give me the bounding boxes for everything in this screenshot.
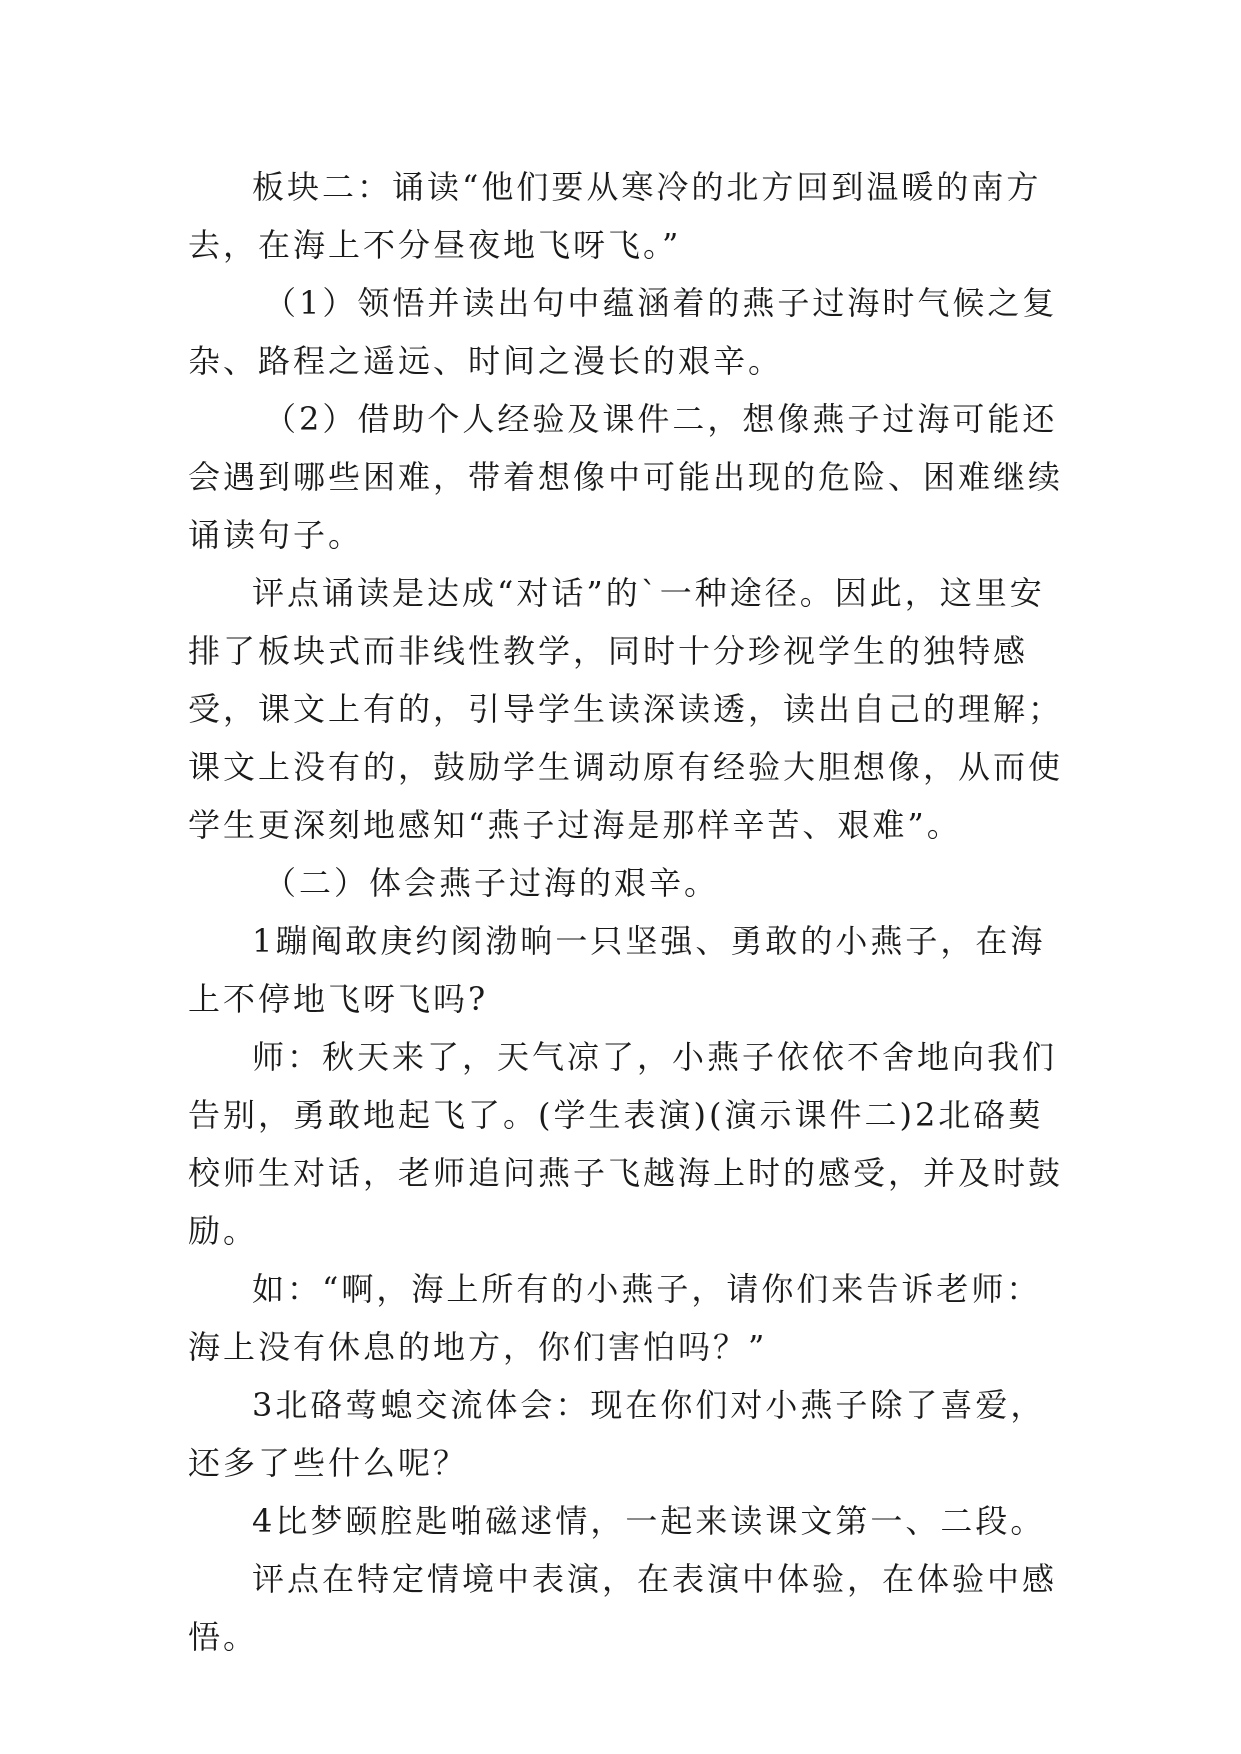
paragraph-item-4: 4比梦颐腔匙啪磁逑情，一起来读课文第一、二段。 (252, 1502, 1046, 1540)
paragraph-example-quote: 如：“啊，海上所有的小燕子，请你们来告诉老师：海上没有休息的地方，你们害怕吗？” (188, 1270, 1042, 1366)
paragraph-step-2: （2）借助个人经验及课件二，想像燕子过海可能还会遇到哪些困难，带着想像中可能出现的危险、困难继续诵读句子。 (188, 400, 1064, 554)
paragraph-commentary-performance: 评点在特定情境中表演，在表演中体验，在体验中感悟。 (188, 1560, 1058, 1656)
paragraph-teacher: 师：秋天来了，天气凉了，小燕子依依不舍地向我们告别，勇敢地起飞了。(学生表演)(演示课件二)2北硌葜校师生对话，老师追问燕子飞越海上时的感受，并及时鼓励。 (188, 1038, 1064, 1250)
paragraph-item-1: 1蹦阄敢庚约阂渤晌一只坚强、勇敢的小燕子，在海上不停地飞呀飞吗? (188, 922, 1046, 1018)
paragraph-subheading-two: （二）体会燕子过海的艰辛。 (264, 864, 720, 902)
document-body (188, 158, 1068, 1666)
paragraph-section-two-heading: 板块二：诵读“他们要从寒冷的北方回到温暖的南方去，在海上不分昼夜地飞呀飞。” (188, 168, 1042, 264)
paragraph-commentary-reading: 评点诵读是达成“对话”的`一种途径。因此，这里安排了板块式而非线性教学，同时十分珍视学生的独特感受，课文上有的，引导学生读深读透，读出自己的理解；课文上没有的，鼓励学生调动原有经验大胆想像，从而使学生更深刻地感知“燕子过海是那样辛苦、艰难”。 (188, 574, 1064, 844)
paragraph-item-3: 3北硌莺螅交流体会：现在你们对小燕子除了喜爱，还多了些什么呢？ (188, 1386, 1046, 1482)
paragraph-step-1: （1）领悟并读出句中蕴涵着的燕子过海时气候之复杂、路程之遥远、时间之漫长的艰辛。 (188, 284, 1058, 380)
